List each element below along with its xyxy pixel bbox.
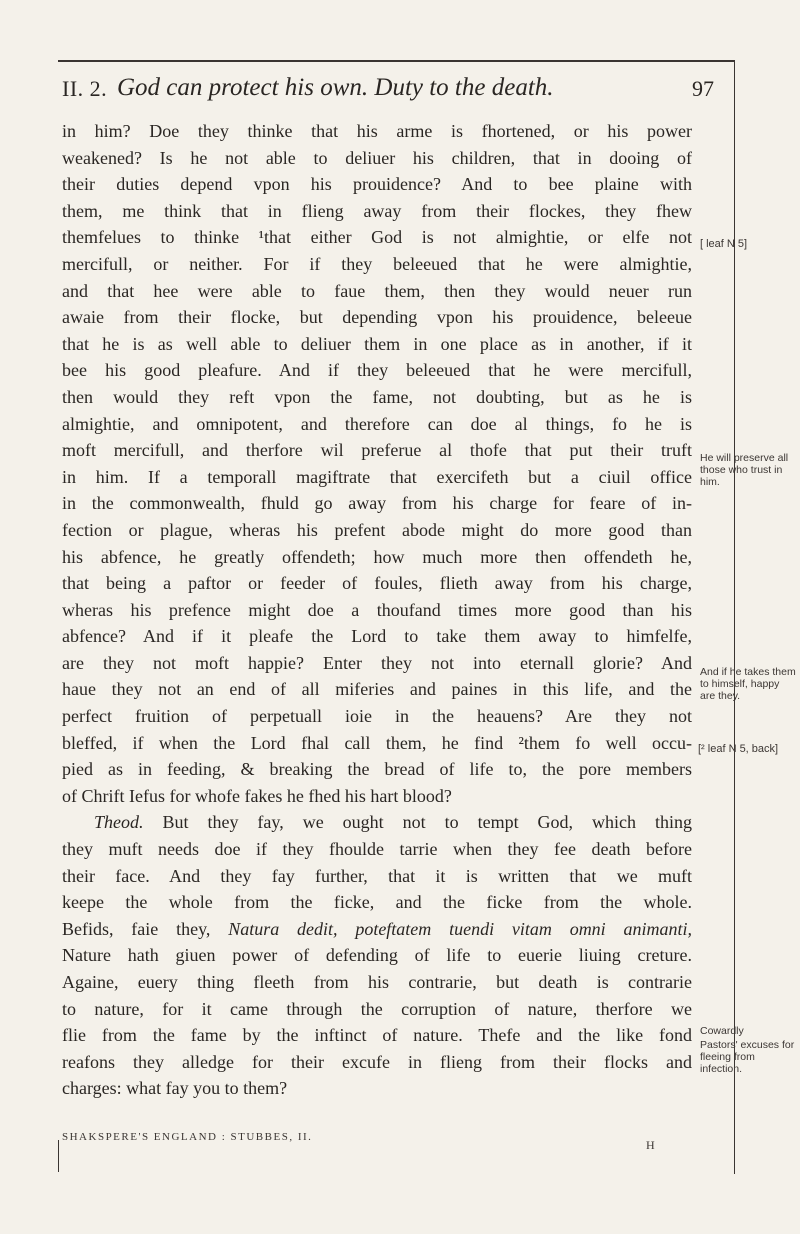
text-line: in the commonwealth, fhuld go away from his charge for feare of in- (62, 493, 692, 514)
signature-mark: H (646, 1138, 655, 1152)
text-line (62, 809, 692, 836)
running-header (62, 74, 714, 114)
margin-note-preserve: He will preserve all those who trust in him. (700, 452, 789, 488)
body-text (62, 118, 692, 1102)
text-line: then would they reft vpon the fame, not doubting, but as he is (62, 386, 692, 407)
header-title: God can protect his own. Duty to the death. (117, 74, 554, 101)
text-line (62, 916, 692, 943)
text-line: flie from the fame by the inftinct of nature. Thefe and the like fond (62, 1025, 692, 1046)
text-line: bleffed, if when the Lord fhal call them, he find ²them fo well occu- (62, 732, 692, 753)
text-line: awaie from their flocke, but depending vpon his prouidence, beleeue (62, 307, 692, 328)
margin-note-happy: And if he takes them to himself, happy are they. (700, 666, 796, 702)
frame-corner (58, 1140, 59, 1172)
leaf-marker: [ leaf N 5] (700, 238, 748, 250)
speaker-name: Theod. (94, 812, 144, 833)
text-line: reafons they alledge for their excufe in flieng from their flocks and (62, 1051, 692, 1072)
text-line: keepe the whole from the ficke, and the ficke from the whole. (62, 892, 692, 913)
text-line: fection or plague, wheras his prefent abode might do more good than (62, 519, 692, 540)
text-line: pied as in feeding, & breaking the bread of life to, the pore members (62, 759, 692, 780)
text-line: in him. If a temporall magiftrate that exercifeth but a ciuil office (62, 466, 692, 487)
text-line: that being a paftor or feeder of foules, flieth away from his charge, (62, 573, 692, 594)
text-line: are they not moft happie? Enter they not into eternall glorie? And (62, 652, 692, 673)
text-line: bee his good pleafure. And if they beleeued that he were mercifull, (62, 360, 692, 381)
margin-note-pastors: Pastors' excuses for fleeing from infection. (700, 1039, 795, 1075)
page-number: 97 (692, 76, 714, 101)
text-fragment: But they fay, we ought not to tempt God, which thing (143, 812, 692, 833)
text-line: perfect fruition of perpetuall ioie in the heauens? Are they not (62, 706, 692, 727)
section-number: II. 2. (62, 76, 108, 101)
text-line: mercifull, or neither. For if they beleeued that he were almightie, (62, 253, 692, 274)
text-line: they muft needs doe if they fhoulde tarrie when they fee death before (62, 839, 692, 860)
text-line: of Chrift Iefus for whofe fakes he fhed his hart blood? (62, 785, 452, 806)
text-line: wheras his prefence might doe a thoufand times more good than his (62, 599, 692, 620)
text-line: weakened? Is he not able to deliuer his children, that in dooing of (62, 147, 692, 168)
text-line: moft mercifull, and therfore wil preferue al thofe that put their truft (62, 440, 692, 461)
text-line: to nature, for it came through the corruption of nature, therfore we (62, 998, 692, 1019)
text-line: them, me think that in flieng away from their flockes, they fhew (62, 200, 692, 221)
text-line: that he is as well able to deliuer them in one place as in another, if it (62, 333, 692, 354)
text-line: Againe, euery thing fleeth from his contrarie, but death is contrarie (62, 972, 692, 992)
text-line: his abfence, he greatly offendeth; how much more then offendeth he, (62, 546, 692, 567)
text-fragment: Befids, faie they, (62, 918, 229, 939)
margin-note-cowardly: Cowardly (700, 1025, 744, 1037)
latin-quote: Natura dedit, poteftatem tuendi vitam omni animanti, (228, 918, 692, 939)
text-line: in him? Doe they thinke that his arme is fhortened, or his power (62, 121, 692, 141)
text-line: abfence? And if it pleafe the Lord to take them away to himfelfe, (62, 626, 692, 647)
text-line: charges: what fay you to them? (62, 1078, 288, 1099)
text-line: and that hee were able to faue them, then they would neuer run (62, 280, 692, 301)
text-line: themfelues to thinke ¹that either God is not almightie, or elfe not (62, 227, 692, 248)
running-footer: SHAKSPERE'S ENGLAND : STUBBES, II. (62, 1131, 313, 1143)
text-line: haue they not an end of all miferies and paines in this life, and the (62, 679, 692, 700)
text-line: almightie, and omnipotent, and therefore can doe al things, fo he is (62, 413, 692, 434)
text-line: Nature hath giuen power of defending of life to euerie liuing creture. (62, 945, 692, 966)
leaf-marker-back: [² leaf N 5, back] (698, 743, 779, 755)
text-line: their face. And they fay further, that it is written that we muft (62, 865, 692, 886)
text-line: their duties depend vpon his prouidence? And to bee plaine with (62, 174, 692, 195)
